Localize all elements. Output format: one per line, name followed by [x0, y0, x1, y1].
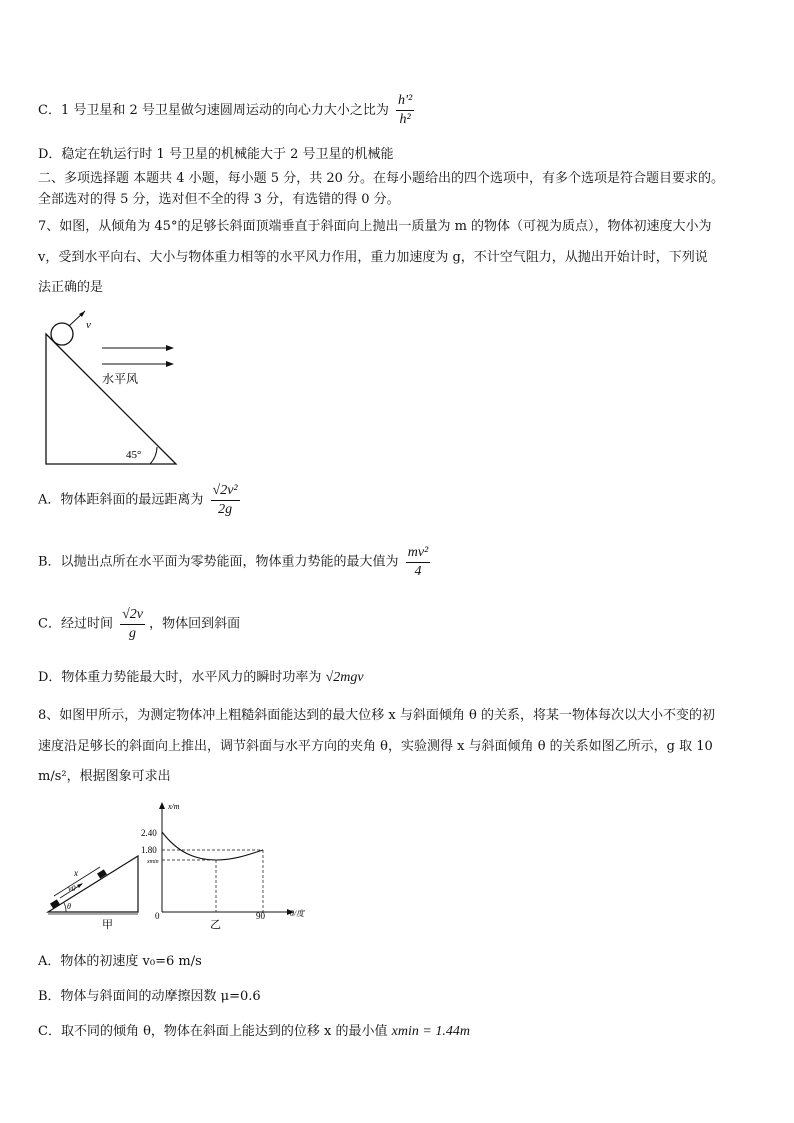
q7-option-d-text: D．物体重力势能最大时，水平风力的瞬时功率为	[38, 670, 322, 685]
q7-option-a	[38, 482, 240, 522]
yi-tick-xmin: xmin	[147, 859, 159, 865]
q6-option-c	[38, 92, 414, 129]
jia-caption: 甲	[102, 918, 113, 930]
q7-option-a-text: A．物体距斜面的最远距离为	[38, 492, 204, 508]
q7-incline-figure	[38, 306, 188, 468]
yi-caption: 乙	[210, 918, 221, 930]
q7-option-c-tail: ，物体回到斜面	[149, 616, 241, 632]
yi-tick-90: 90	[256, 911, 265, 921]
yi-y-axis-label: x/m	[168, 802, 180, 811]
q7-option-d-math: √2mgv	[325, 670, 364, 685]
q8-figure	[38, 798, 318, 930]
q8-option-b: B．物体与斜面间的动摩擦因数 μ=0.6	[38, 989, 261, 1004]
q8-option-a: A．物体的初速度 v₀=6 m/s	[38, 954, 202, 969]
q6-option-c-numerator: h'²	[396, 92, 414, 111]
yi-tick-180: 1.80	[141, 845, 157, 855]
incline-triangle	[46, 334, 176, 464]
q6-option-d: D．稳定在轨运行时 1 号卫星的机械能大于 2 号卫星的机械能	[38, 147, 394, 162]
q6-option-c-text: C．1 号卫星和 2 号卫星做匀速圆周运动的向心力大小之比为	[38, 103, 389, 118]
q6-option-c-denominator: h²	[399, 112, 411, 127]
q7-option-c-numerator: √2v	[120, 606, 145, 625]
jia-x-label: x	[74, 868, 78, 878]
q7-option-c-fraction	[120, 606, 145, 643]
q8-stem-line1: 8、如图甲所示，为测定物体冲上粗糙斜面能达到的最大位移 x 与斜面倾角 θ 的关系，将某一物体每次以大小不变的初	[38, 708, 715, 723]
jia-theta-label: θ	[67, 902, 71, 911]
q7-option-b	[38, 544, 430, 584]
yi-x-axis-label: θ/度	[290, 909, 305, 918]
q7-stem-line3: 法正确的是	[38, 280, 104, 295]
q7-option-c	[38, 606, 240, 646]
velocity-label: v	[86, 319, 91, 331]
q7-option-a-numerator: √2v²	[211, 482, 240, 501]
q7-option-a-denominator: 2g	[218, 502, 233, 517]
yi-tick-0: 0	[155, 911, 160, 921]
section2-line1: 二、多项选择题 本题共 4 小题，每小题 5 分，共 20 分。在每小题给出的四个选项中，有多个选项是符合题目要求的。	[38, 171, 725, 186]
q7-option-c-text: C．经过时间	[38, 616, 113, 632]
q8-option-c-math: xmin = 1.44m	[391, 1024, 470, 1039]
q7-option-d	[38, 669, 364, 687]
yi-y-arrowhead	[159, 802, 165, 809]
q7-option-b-text: B．以抛出点所在水平面为零势能面，物体重力势能的最大值为	[38, 554, 399, 570]
q7-option-b-denominator: 4	[414, 564, 422, 579]
q6-option-c-fraction	[396, 92, 414, 129]
jia-block-end	[97, 869, 107, 878]
angle-label: 45°	[126, 449, 142, 461]
wind-arrowhead-1	[166, 345, 174, 351]
section2-line2: 全部选对的得 5 分，选对但不全的得 3 分，有选错的得 0 分。	[38, 192, 400, 207]
q7-stem-line2: v，受到水平向右、大小与物体重力相等的水平风力作用，重力加速度为 g，不计空气阻力，从抛出开始计时，下列说	[38, 250, 708, 265]
jia-block-start	[50, 899, 60, 908]
wind-label: 水平风	[102, 372, 139, 386]
wind-arrowhead-2	[166, 361, 174, 367]
q7-stem-line1: 7、如图，从倾角为 45°的足够长斜面顶端垂直于斜面向上抛出一质量为 m 的物体（可视为质点），物体初速度大小为	[38, 219, 712, 234]
jia-angle-arc	[64, 903, 66, 912]
q7-option-c-denominator: g	[129, 626, 137, 641]
jia-incline	[48, 856, 138, 912]
q8-stem-line2: 速度沿足够长的斜面向上推出，调节斜面与水平方向的夹角 θ，实验测得 x 与斜面倾角 θ 的关系如图乙所示，g 取 10	[38, 739, 713, 754]
yi-curve	[162, 832, 263, 860]
q8-option-c	[38, 1023, 470, 1041]
q7-option-b-fraction	[406, 544, 431, 581]
ball	[51, 323, 73, 345]
yi-tick-240: 2.40	[141, 828, 157, 838]
angle-arc	[150, 447, 157, 464]
q8-option-c-text: C．取不同的倾角 θ，物体在斜面上能达到的位移 x 的最小值	[38, 1024, 388, 1039]
q7-option-b-numerator: mv²	[406, 544, 431, 563]
q8-stem-line3: m/s²，根据图象可求出	[38, 769, 171, 784]
jia-v0-arrowhead	[77, 883, 83, 888]
jia-v0-label: v0	[68, 884, 76, 893]
q7-option-a-fraction	[211, 482, 240, 519]
